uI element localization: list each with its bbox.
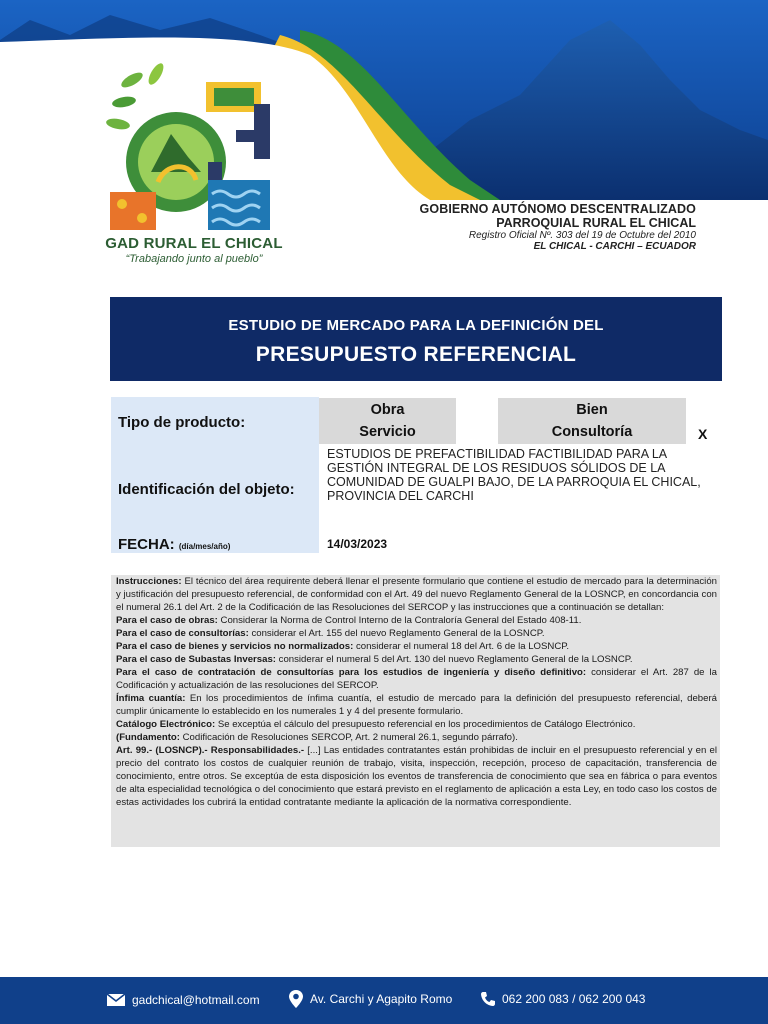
option-obra-servicio[interactable]	[319, 398, 456, 444]
title-large: PRESUPUESTO REFERENCIAL	[255, 343, 577, 366]
phone-icon	[480, 991, 496, 1007]
instr-label: Para el caso de obras:	[116, 615, 218, 626]
logo-title: GAD RURAL EL CHICAL	[105, 235, 283, 252]
instr-paragraph	[116, 614, 717, 627]
instr-text: considerar el numeral 5 del Art. 130 del nuevo Reglamento General de la LOSNCP.	[275, 654, 633, 665]
tipo-producto-label: Tipo de producto:	[118, 414, 246, 431]
option-consultoria-label: Consultoría	[551, 424, 633, 440]
fecha-label	[118, 536, 230, 553]
instr-paragraph	[116, 653, 717, 666]
instr-paragraph	[116, 640, 717, 653]
identificacion-value: ESTUDIOS DE PREFACTIBILIDAD FACTIBILIDAD PARA LA GESTIÓN INTEGRAL DE LOS RESIDUOS SÓLIDOS DE LA COMUNIDAD DE GUALPI BAJO, DE LA PARROQUIA EL CHICAL, PROVINCIA DEL CARCHI	[327, 447, 701, 503]
instr-label: Instrucciones:	[116, 576, 182, 587]
title-small: ESTUDIO DE MERCADO PARA LA DEFINICIÓN DEL	[228, 317, 604, 334]
instr-text: considerar el Art. 155 del nuevo Reglamento General de la LOSNCP.	[248, 628, 545, 639]
instr-paragraph	[116, 718, 717, 731]
fecha-hint: (día/mes/año)	[178, 542, 231, 551]
logo-slogan: “Trabajando junto al pueblo”	[125, 253, 263, 265]
registro-oficial: Registro Oficial Nº. 303 del 19 de Octubre del 2010	[468, 230, 696, 241]
footer-phone[interactable]	[480, 991, 645, 1007]
footer-address-text: Av. Carchi y Agapito Romo	[310, 992, 453, 1006]
instr-label: Para el caso de bienes y servicios no normalizados:	[116, 641, 354, 652]
gov-name-line1: GOBIERNO AUTÓNOMO DESCENTRALIZADO	[419, 202, 696, 216]
footer-email-text: gadchical@hotmail.com	[132, 993, 260, 1007]
footer-email[interactable]	[106, 993, 260, 1007]
option-obra-label: Obra	[370, 402, 405, 418]
option-bien-label: Bien	[576, 402, 608, 418]
instr-label: Para el caso de contratación de consultorías para los estudios de ingeniería y diseño definitivo:	[116, 667, 587, 678]
government-info	[356, 202, 696, 252]
instr-label: (Fundamento:	[116, 732, 180, 743]
map-pin-icon	[288, 989, 304, 1009]
instr-label: Art. 99.- (LOSNCP).- Responsabilidades.-	[116, 745, 305, 756]
instr-label: Ínfima cuantía:	[116, 693, 186, 704]
fecha-value: 14/03/2023	[327, 537, 388, 551]
instr-label: Para el caso de Subastas Inversas:	[116, 654, 276, 665]
document-title-box	[110, 297, 722, 381]
selected-mark: X	[698, 426, 708, 442]
footer-phone-text: 062 200 083 / 062 200 043	[502, 992, 646, 1006]
instr-paragraph	[116, 627, 717, 640]
instr-text: Considerar la Norma de Control Interno de la Contraloría General del Estado 408-11.	[217, 615, 582, 626]
instr-paragraph	[116, 666, 717, 692]
instr-paragraph	[116, 744, 717, 809]
instr-text: Se exceptúa el cálculo del presupuesto referencial en los procedimientos de Catálogo Electrónico.	[215, 719, 636, 730]
instr-paragraph	[116, 692, 717, 718]
identificacion-label: Identificación del objeto:	[118, 481, 295, 498]
instr-text: [...] Las entidades contratantes están prohibidas de incluir en el presupuesto referencial y en el precio del contrato los costos de cualquier reunión de trabajo, visita, inspección, recepción, proceso de capacitación, transferencia de conocimiento, entre otros. Se exceptúa de esta disposición los eventos de transferencia de conocimiento que sea en fábrica o para eventos de alta especialidad tecnológica o del conocimiento que estará previsto en el reglamento de aplicación a esta Ley, en todo caso los costos de estas actividades los cubrirá la entidad contratante mediante la aplicación de la normativa correspondiente.	[116, 745, 717, 808]
option-bien-consultoria[interactable]	[498, 398, 686, 444]
instr-text: Codificación de Resoluciones SERCOP, Art. 2 numeral 26.1, segundo párrafo).	[179, 732, 518, 743]
instr-label: Para el caso de consultorías:	[116, 628, 249, 639]
instr-label: Catálogo Electrónico:	[116, 719, 216, 730]
fecha-label-text: FECHA:	[118, 536, 175, 553]
instr-text: El técnico del área requirente deberá llenar el presente formulario que contiene el estudio de mercado para la determinación y justificación del presupuesto referencial, de conformidad con el Art. 49 del nuevo Reglamento General de la LOSNCP, en concordancia con el numeral 26.1 del Art. 2 de la Codificación de las Resoluciones del SERCOP y las instrucciones que a continuación se detallan:	[116, 576, 717, 613]
instr-paragraph	[116, 575, 717, 614]
instr-text: considerar el numeral 18 del Art. 6 de la LOSNCP.	[353, 641, 570, 652]
footer-address	[288, 989, 452, 1009]
envelope-icon	[106, 993, 126, 1007]
option-servicio-label: Servicio	[359, 424, 416, 440]
location: EL CHICAL - CARCHI – ECUADOR	[533, 241, 696, 252]
logo-emblem-icon	[96, 62, 292, 237]
gov-name-line2: PARROQUIAL RURAL EL CHICAL	[496, 216, 696, 230]
instr-paragraph	[116, 731, 717, 744]
instr-text: En los procedimientos de ínfima cuantía, el estudio de mercado para la definición del presupuesto referencial, deberá cumplir únicamente lo establecido en los numerales 1 y 4 del presente formulario.	[116, 693, 717, 717]
instructions-box	[111, 575, 720, 847]
footer-bar	[0, 977, 768, 1024]
instr-text: considerar el Art. 287 de la Codificación y actualización de las resoluciones del SERCOP.	[116, 667, 717, 691]
